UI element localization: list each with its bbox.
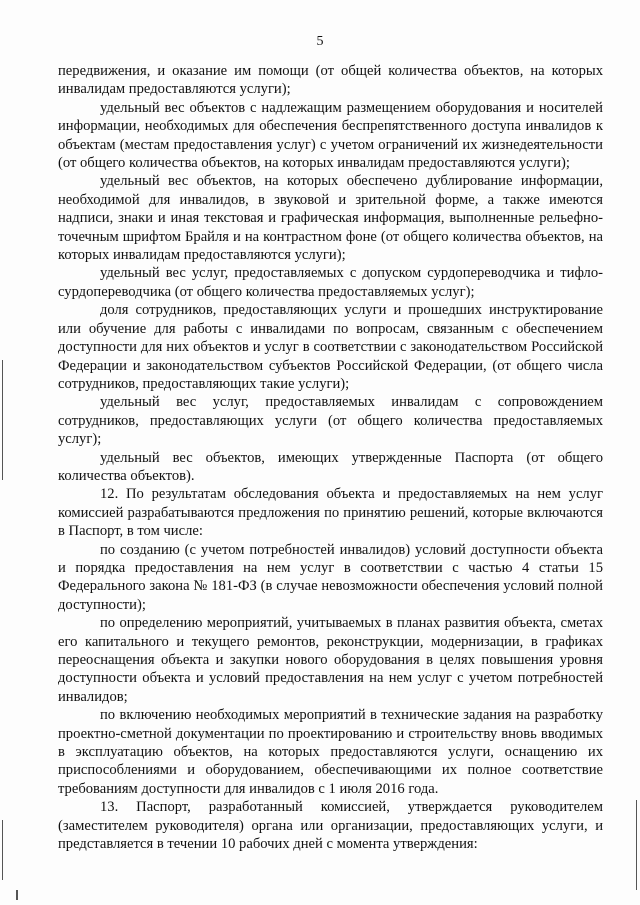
paragraph-information-duplication: удельный вес объектов, на которых обеспечено дублирование информации, необходимой для инвалидов, в звуковой и зрительной форме, а также имеются надписи, знаки и иная текстовая и графическая информация, выполненные рельефно-точечным шрифтом Брайля и на контрастном фоне (от общего количества объектов, на которых инвалидам предоставляются услуги); — [58, 173, 603, 264]
paragraph-accessibility-conditions: по созданию (с учетом потребностей инвалидов) условий доступности объекта и порядка предоставления на нем услуг в соответствии с частью 4 статьи 15 Федерального закона № 181-ФЗ (в случае невозможности обеспечения условий полной доступности); — [58, 541, 603, 613]
scan-edge-mark — [16, 890, 18, 900]
scan-edge-mark — [636, 800, 637, 890]
paragraph-continuation: передвижения, и оказание им помощи (от общей количества объектов, на которых инвалидам предоставляются услуги); — [58, 63, 603, 98]
paragraph-technical-specifications: по включению необходимых мероприятий в технические задания на разработку проектно-сметной документации по проектированию и строительству вновь вводимых в эксплуатацию объектов, на которых предоставляются услуги, оснащению их приспособлениями и оборудованием, обеспечивающими их полное соответствие требованиям доступности для инвалидов с 1 июля 2016 года. — [58, 707, 603, 797]
scan-edge-mark — [2, 360, 3, 480]
paragraph-section-13: 13. Паспорт, разработанный комиссией, утверждается руководителем (заместителем руководителя) органа или организации, предоставляющих услуги, и представляется в течении 10 рабочих дней с момента утверждения: — [58, 799, 603, 853]
page-number: 5 — [316, 34, 324, 49]
paragraph-approved-passports: удельный вес объектов, имеющих утвержденные Паспорта (от общего количества объектов). — [58, 449, 603, 484]
paragraph-equipment-placement: удельный вес объектов с надлежащим размещением оборудования и носителей информации, необходимых для обеспечения беспрепятственного доступа инвалидов к объектам (местам предоставления услуг) с учетом ограничений их жизнедеятельности (от общего количества объектов, на которых инвалидам предоставляются услуги); — [58, 99, 603, 172]
paragraph-staff-training: доля сотрудников, предоставляющих услуги и прошедших инструктирование или обучение для работы с инвалидами по вопросам, связанным с обеспечением доступности для них объектов и услуг в соответствии с законодательством Российской Федерации и законодательством субъектов Российской Федерации, (от общего числа сотрудников, предоставляющих такие услуги); — [58, 302, 603, 392]
paragraph-development-plans: по определению мероприятий, учитываемых в планах развития объекта, сметах его капитального и текущего ремонтов, реконструкции, модернизации, в графиках переоснащения объекта и закупки нового оборудования в целях повышения уровня доступности объекта и условий предоставления на нем услуг с учетом потребностей инвалидов; — [58, 615, 603, 705]
paragraph-accompanied-services: удельный вес услуг, предоставляемых инвалидам с сопровождением сотрудников, предоставляющих услуги (от общего количества предоставляемых услуг); — [58, 394, 603, 448]
document-body — [58, 62, 603, 853]
paragraph-section-12: 12. По результатам обследования объекта и предоставляемых на нем услуг комиссией разрабатываются предложения по принятию решений, которые включаются в Паспорт, в том числе: — [58, 486, 603, 540]
scan-edge-mark — [2, 820, 3, 880]
paragraph-sign-language-services: удельный вес услуг, предоставляемых с допуском сурдопереводчика и тифло-сурдопереводчика (от общего количества предоставляемых услуг); — [58, 265, 603, 300]
